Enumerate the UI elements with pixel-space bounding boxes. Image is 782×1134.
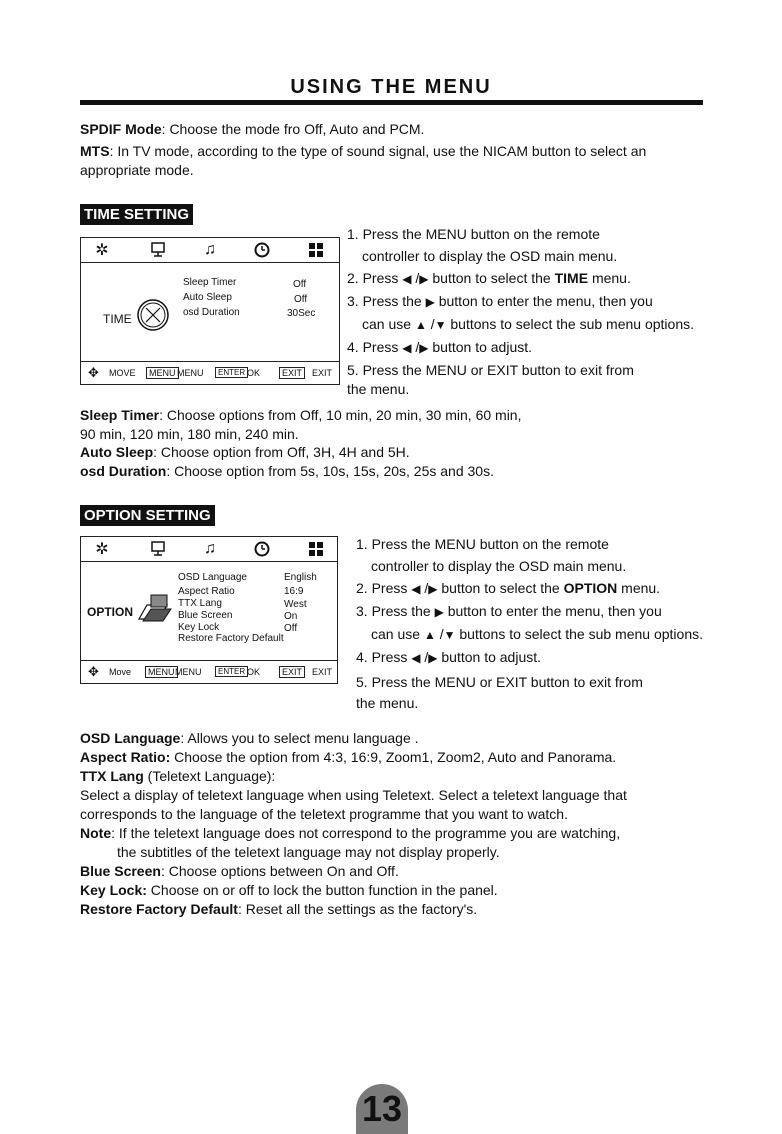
osd-item-value: On	[284, 611, 298, 622]
time-descriptions	[80, 406, 521, 480]
desc-line	[80, 767, 720, 786]
step-text: 4. Press	[347, 339, 399, 355]
desc-line	[80, 805, 720, 824]
desc-text: : Choose option from Off, 3H, 4H and 5H.	[153, 444, 410, 460]
desc-text: Choose the option from 4:3, 16:9, Zoom1, Zoom2, Auto and Panorama.	[170, 749, 617, 765]
clock-graphic-icon	[136, 298, 170, 335]
desc-term: Note	[80, 825, 112, 841]
desc-term: Blue Screen	[80, 863, 161, 879]
footer-enter-key: ENTER	[215, 367, 248, 378]
clock-icon	[253, 241, 271, 259]
step-text: 3. Press the	[356, 603, 431, 619]
time-osd-panel	[80, 237, 340, 385]
desc-term: Auto Sleep	[80, 444, 154, 460]
option-osd-panel	[80, 536, 338, 684]
left-triangle-icon: ◀	[402, 272, 412, 286]
desc-text: : Choose options from Off, 10 min, 20 min, 30 min, 60 min,	[159, 407, 522, 423]
step-line: the menu.	[356, 695, 419, 711]
desc-line	[80, 406, 521, 425]
step-text: button to select the	[441, 580, 560, 596]
desc-line	[80, 900, 720, 919]
step-line: 1. Press the MENU button on the remote	[347, 226, 600, 242]
footer-menu-key: MENU	[145, 666, 178, 678]
step-line: 2. Press ◀ /▶ button to select the OPTION menu.	[356, 580, 661, 596]
clock-icon	[253, 540, 271, 558]
footer-move: Move	[109, 667, 132, 677]
osd-item-name: Aspect Ratio	[178, 586, 235, 597]
step-text: button to enter the menu, then you	[438, 293, 653, 309]
desc-term: TTX Lang	[80, 768, 144, 784]
time-steps	[347, 223, 727, 397]
option-setting-label: OPTION SETTING	[80, 505, 215, 526]
step-text: 2. Press	[347, 270, 399, 286]
osd-icon-bar	[81, 537, 337, 562]
osd-item-value: Off	[284, 623, 298, 634]
desc-text: Select a display of teletext language when using Teletext. Select a teletext language that	[80, 787, 627, 803]
page-number: 13	[361, 1088, 403, 1129]
desc-term: Sleep Timer	[80, 407, 160, 423]
step-text: menu.	[621, 580, 661, 596]
desc-line	[80, 843, 720, 862]
osd-item-name: Sleep Timer	[183, 277, 237, 288]
step-text: button to select the	[432, 270, 551, 286]
footer-ok: OK	[247, 368, 261, 378]
desc-line	[80, 462, 521, 481]
osd-item-name: Auto Sleep	[183, 292, 232, 303]
desc-line	[80, 425, 521, 444]
page-title: USING THE MENU	[290, 76, 492, 98]
step-line: controller to display the OSD main menu.	[371, 558, 627, 574]
step-line: 4. Press ◀ /▶ button to adjust.	[356, 649, 542, 665]
desc-term: osd Duration	[80, 462, 167, 479]
left-triangle-icon: ◀	[402, 341, 412, 355]
desc-text: (Teletext Language):	[143, 768, 276, 784]
footer-exit: EXIT	[312, 667, 333, 677]
option-steps	[356, 533, 736, 713]
grid-icon	[307, 241, 325, 259]
intro-term: SPDIF Mode	[80, 121, 162, 137]
time-setting-label: TIME SETTING	[80, 204, 193, 225]
intro-text: : Choose the mode fro Off, Auto and PCM.	[161, 121, 425, 137]
right-triangle-icon: ▶	[434, 605, 444, 619]
desc-text: Choose on or off to lock the button function in the panel.	[146, 882, 498, 898]
right-triangle-icon: ▶	[428, 651, 438, 665]
step-line: can use ▲ /▼ buttons to select the sub menu options.	[362, 316, 694, 332]
osd-item-name: OSD Language	[178, 572, 247, 583]
step-text: can use	[362, 316, 412, 332]
step-line	[356, 600, 736, 623]
step-emphasis: TIME	[554, 270, 589, 286]
desc-line	[80, 881, 720, 900]
step-text: 4. Press	[356, 649, 408, 665]
osd-left-label: OPTION	[87, 605, 134, 619]
step-text: menu.	[591, 270, 631, 286]
desc-text: : Choose options between On and Off.	[160, 863, 399, 879]
desc-line	[80, 824, 720, 843]
desc-text: : Choose option from 5s, 10s, 15s, 20s, 25s and 30s.	[166, 462, 494, 479]
step-line: 1. Press the MENU button on the remote	[356, 536, 609, 552]
osd-footer	[81, 361, 339, 384]
monitor-icon	[149, 241, 167, 259]
step-emphasis: OPTION	[563, 580, 618, 596]
desc-line	[80, 862, 720, 881]
step-text: button to enter the menu, then you	[447, 603, 662, 619]
footer-move: MOVE	[109, 368, 136, 378]
up-triangle-icon: ▲	[414, 318, 427, 332]
option-descriptions	[80, 729, 720, 919]
osd-item-value: Off	[293, 279, 307, 290]
desc-text: the subtitles of the teletext language may not display properly.	[117, 844, 500, 860]
move-arrows-icon: ✥	[88, 365, 99, 380]
down-triangle-icon: ▼	[434, 318, 447, 332]
step-line: 2. Press ◀ /▶ button to select the TIME menu.	[347, 270, 631, 286]
osd-footer	[81, 660, 337, 683]
footer-menu: MENU	[177, 368, 204, 378]
gear-icon: ✲	[95, 242, 109, 259]
step-text: button to adjust.	[432, 339, 533, 355]
gear-icon: ✲	[95, 541, 109, 558]
intro-spdif	[80, 120, 424, 139]
desc-term: OSD Language	[80, 730, 181, 746]
step-text: button to adjust.	[441, 649, 542, 665]
step-line: 5. Press the MENU or EXIT button to exit from	[356, 674, 643, 690]
desc-text: : If the teletext language does not correspond to the programme you are watching,	[111, 825, 621, 841]
step-line: 5. Press the MENU or EXIT button to exit from	[347, 362, 634, 378]
right-triangle-icon: ▶	[425, 295, 435, 309]
title-rule	[80, 100, 703, 105]
footer-exit: EXIT	[312, 368, 333, 378]
desc-line	[80, 729, 720, 748]
desc-line	[80, 786, 720, 805]
footer-ok: OK	[247, 667, 261, 677]
osd-item-value: Off	[294, 294, 308, 305]
grid-icon	[307, 540, 325, 558]
right-triangle-icon: ▶	[428, 582, 438, 596]
up-triangle-icon: ▲	[423, 628, 436, 642]
right-triangle-icon: ▶	[419, 341, 429, 355]
step-line: controller to display the OSD main menu.	[362, 248, 618, 264]
right-triangle-icon: ▶	[419, 272, 429, 286]
osd-icon-bar	[81, 238, 339, 263]
desc-line	[80, 748, 720, 767]
osd-left-label: TIME	[103, 312, 132, 326]
intro-text: : In TV mode, according to the type of sound signal, use the NICAM button to select an	[109, 143, 647, 159]
step-line	[347, 290, 727, 313]
desc-text: 90 min, 120 min, 180 min, 240 min.	[80, 425, 299, 442]
osd-item-value: 16:9	[284, 586, 304, 597]
osd-item-value: 30Sec	[287, 308, 316, 319]
music-note-icon: ♫	[204, 540, 216, 557]
step-text: 3. Press the	[347, 293, 422, 309]
footer-exit-key: EXIT	[279, 367, 305, 379]
footer-menu-key: MENU	[146, 367, 179, 379]
desc-term: Aspect Ratio:	[80, 749, 171, 765]
step-line: the menu.	[347, 381, 410, 397]
osd-item-name: osd Duration	[183, 307, 240, 318]
step-text: buttons to select the sub menu options.	[450, 316, 694, 332]
osd-item-value: English	[284, 572, 317, 583]
step-text: can use	[371, 626, 421, 642]
music-note-icon: ♫	[204, 241, 216, 258]
desc-term: Key Lock:	[80, 882, 147, 898]
intro-text-cont: appropriate mode.	[80, 162, 194, 178]
step-line: 4. Press ◀ /▶ button to adjust.	[347, 339, 533, 355]
down-triangle-icon: ▼	[443, 628, 456, 642]
monitor-icon	[149, 540, 167, 558]
footer-enter-key: ENTER	[215, 666, 248, 677]
intro-term: MTS	[80, 143, 110, 159]
osd-item-name: Blue Screen	[178, 610, 233, 621]
desc-text: : Allows you to select menu language .	[180, 730, 419, 746]
osd-item-name: TTX Lang	[178, 598, 222, 609]
intro-mts	[80, 142, 700, 180]
osd-item-name: Restore Factory Default	[178, 633, 284, 644]
osd-item-value: West	[284, 599, 307, 610]
desc-text: : Reset all the settings as the factory's.	[237, 901, 478, 917]
step-text: 2. Press	[356, 580, 408, 596]
desc-text: corresponds to the language of the teletext programme that you want to watch.	[80, 806, 568, 822]
desc-term: Restore Factory Default	[80, 901, 238, 917]
osd-item-name: Key Lock	[178, 622, 220, 633]
footer-exit-key: EXIT	[279, 666, 305, 678]
desc-line	[80, 443, 521, 462]
left-triangle-icon: ◀	[411, 582, 421, 596]
move-arrows-icon: ✥	[88, 664, 99, 679]
step-text: buttons to select the sub menu options.	[459, 626, 703, 642]
step-line: can use ▲ /▼ buttons to select the sub menu options.	[371, 626, 703, 642]
footer-menu: MENU	[175, 667, 202, 677]
left-triangle-icon: ◀	[411, 651, 421, 665]
option-graphic-icon	[137, 593, 177, 626]
